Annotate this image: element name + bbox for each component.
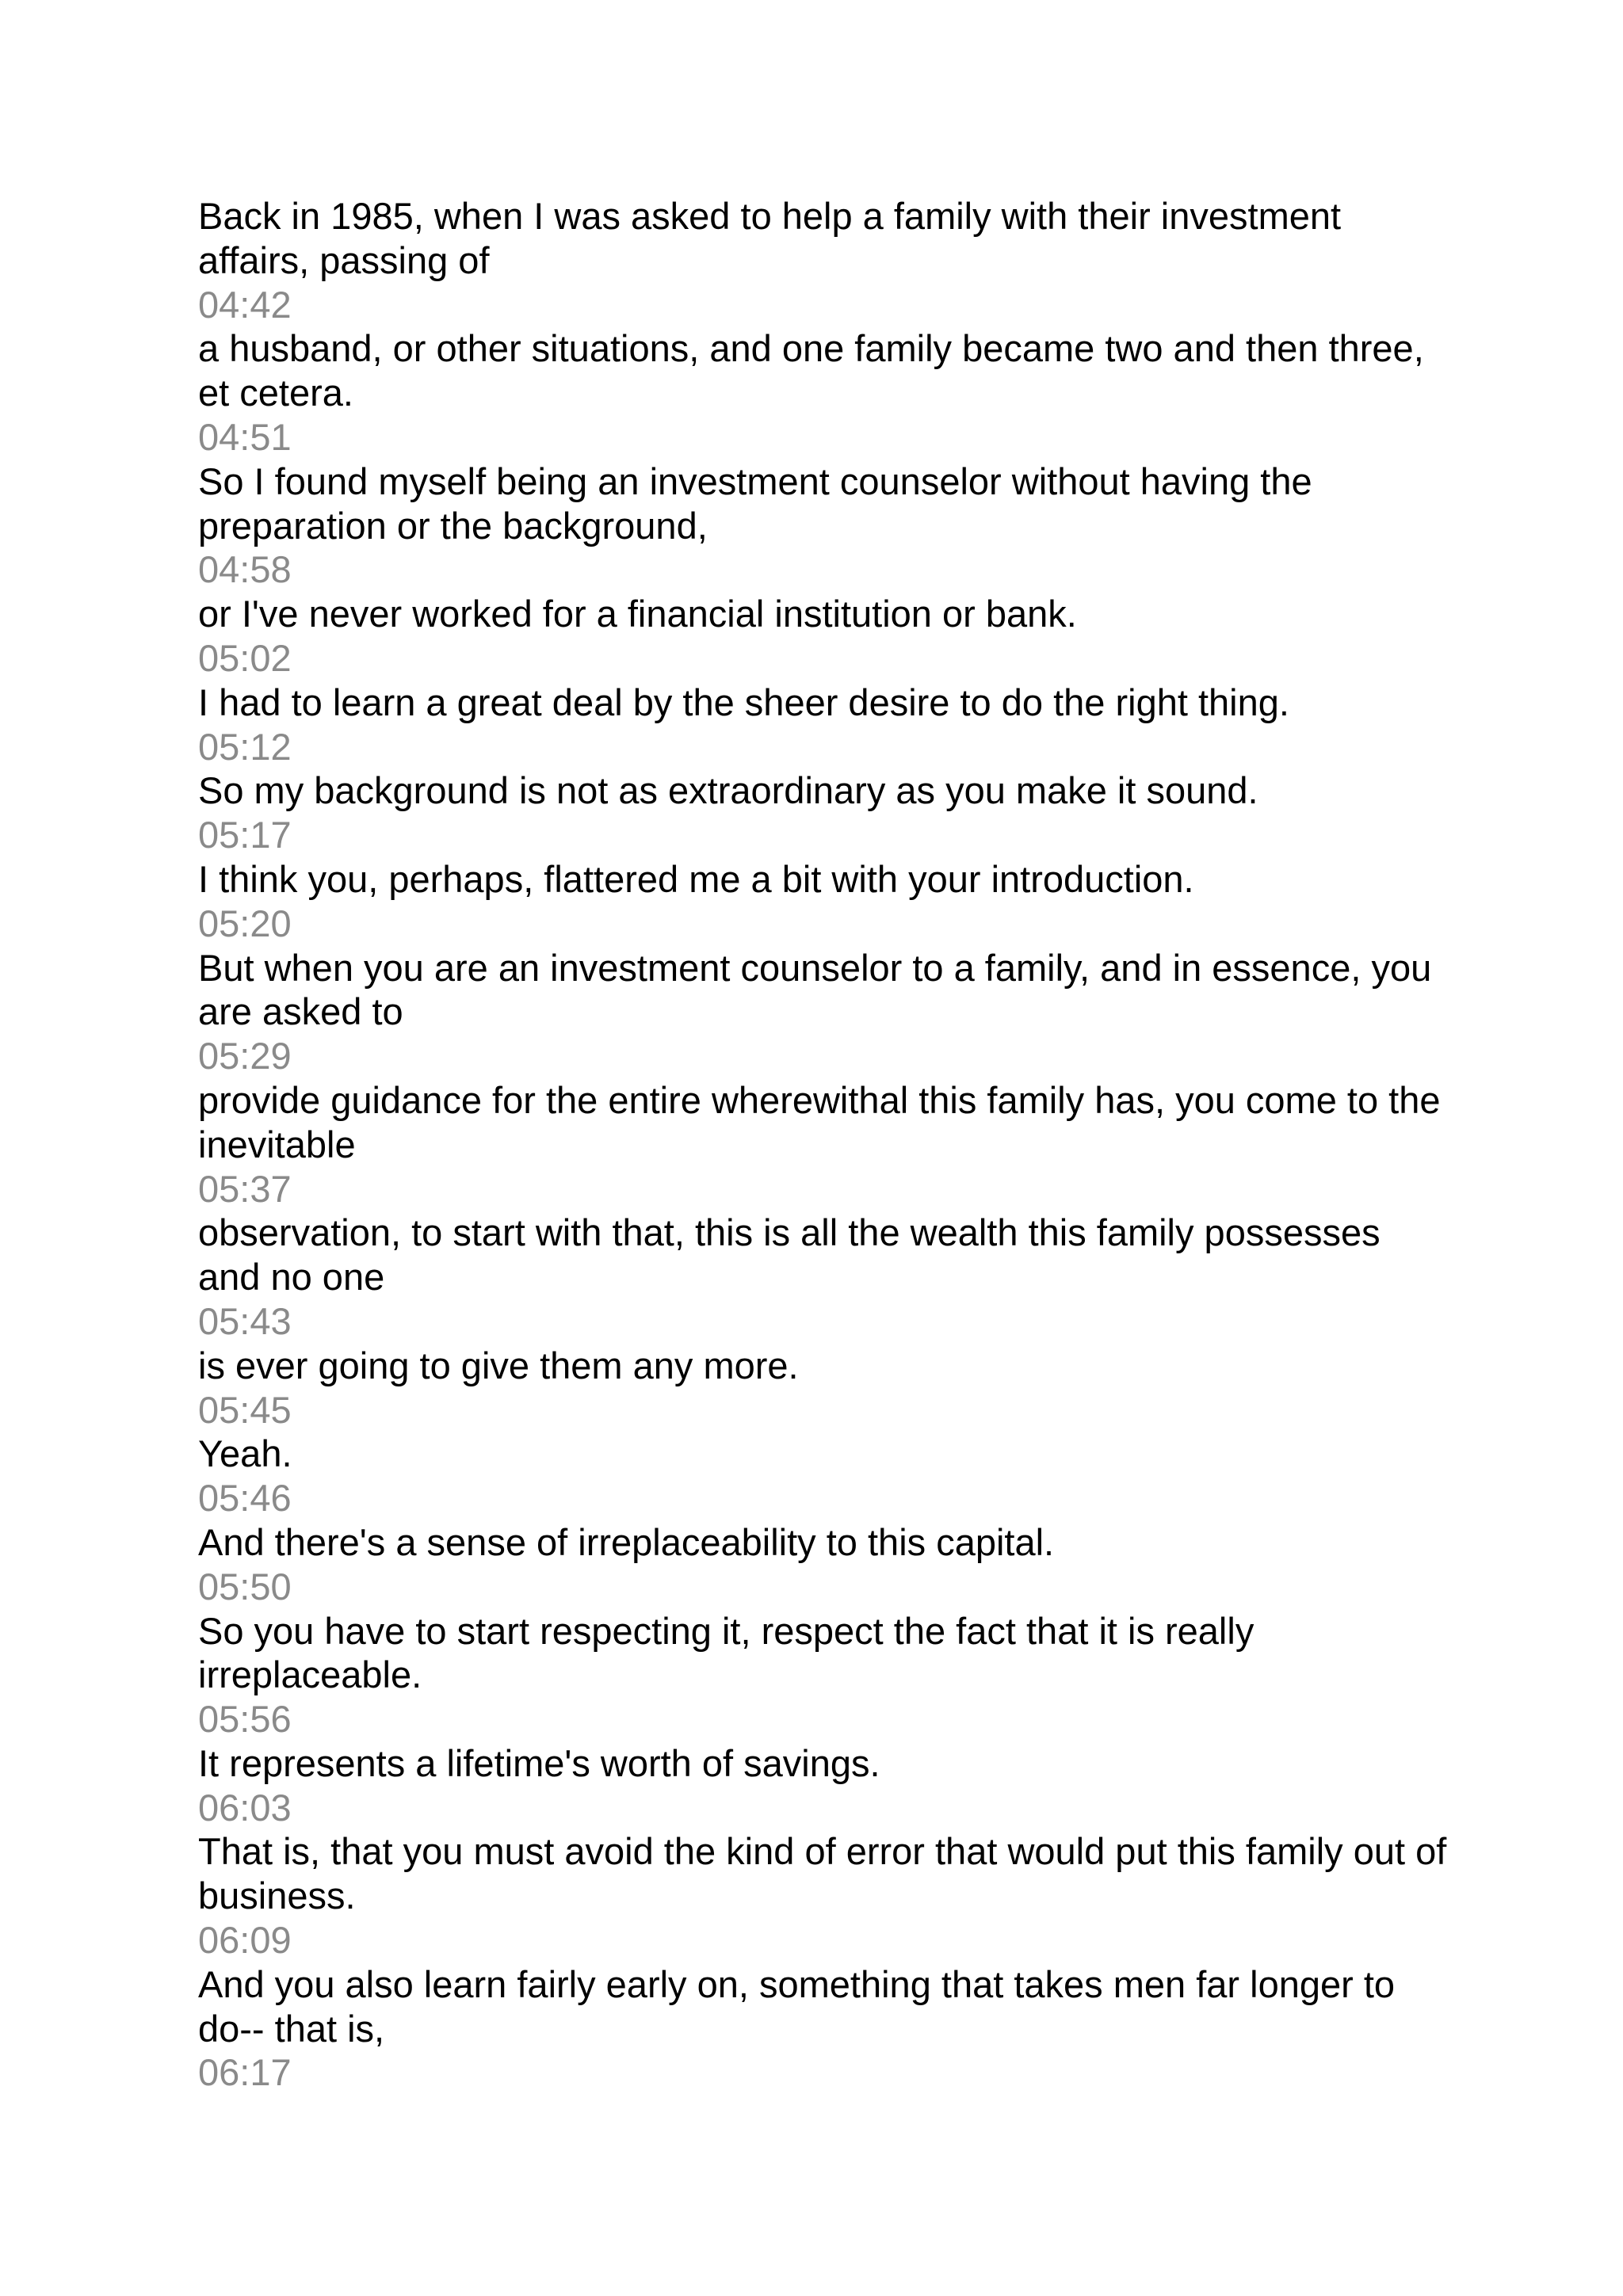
transcript-text: It represents a lifetime's worth of savings. <box>198 1741 880 1784</box>
transcript-text: I think you, perhaps, flattered me a bit with your introduction. <box>198 857 1194 900</box>
timestamp: 05:02 <box>198 636 292 679</box>
timestamp: 06:09 <box>198 1919 292 1962</box>
transcript-entry <box>198 1741 1450 1830</box>
transcript-entry <box>198 681 1450 769</box>
timestamp: 05:50 <box>198 1565 292 1608</box>
timestamp: 05:17 <box>198 814 292 856</box>
transcript-entry <box>198 1962 1450 2095</box>
transcript-text: So my background is not as extraordinary as you make it sound. <box>198 769 1258 812</box>
transcript-text: is ever going to give them any more. <box>198 1344 799 1386</box>
timestamp: 05:45 <box>198 1388 292 1431</box>
transcript-entry <box>198 592 1450 681</box>
transcript-entry <box>198 1211 1450 1343</box>
transcript-text: So I found myself being an investment counselor without having the preparation or the background, <box>198 460 1312 547</box>
transcript-text: But when you are an investment counselor to a family, and in essence, you are asked to <box>198 946 1432 1033</box>
transcript-entry <box>198 460 1450 592</box>
transcript-entry <box>198 1609 1450 1741</box>
timestamp: 05:56 <box>198 1698 292 1741</box>
timestamp: 05:20 <box>198 902 292 944</box>
transcript-entry <box>198 194 1450 326</box>
transcript-text: So you have to start respecting it, respect the fact that it is really irreplaceable. <box>198 1609 1254 1696</box>
transcript-text: And there's a sense of irreplaceability to this capital. <box>198 1520 1055 1563</box>
transcript-text: I had to learn a great deal by the sheer desire to do the right thing. <box>198 681 1289 723</box>
timestamp: 06:03 <box>198 1786 292 1829</box>
transcript-entry <box>198 1432 1450 1520</box>
transcript-entry <box>198 1344 1450 1432</box>
transcript-text: observation, to start with that, this is all the wealth this family possesses and no one <box>198 1211 1381 1299</box>
transcript-text: Back in 1985, when I was asked to help a family with their investment affairs, passing of <box>198 195 1342 281</box>
timestamp: 05:43 <box>198 1299 292 1342</box>
timestamp: 06:17 <box>198 2051 292 2094</box>
transcript-entry <box>198 769 1450 857</box>
transcript-text: a husband, or other situations, and one family became two and then three, et cetera. <box>198 327 1424 414</box>
transcript-text: or I've never worked for a financial institution or bank. <box>198 593 1077 635</box>
transcript-entry <box>198 326 1450 459</box>
transcript-text: Yeah. <box>198 1432 292 1475</box>
transcript-entry <box>198 857 1450 946</box>
transcript-entry <box>198 1829 1450 1962</box>
timestamp: 05:29 <box>198 1035 292 1077</box>
timestamp: 05:12 <box>198 725 292 768</box>
timestamp: 04:51 <box>198 415 292 458</box>
transcript-text: provide guidance for the entire wherewithal this family has, you come to the inevitable <box>198 1078 1441 1165</box>
timestamp: 05:46 <box>198 1477 292 1520</box>
transcript <box>198 194 1450 2095</box>
transcript-entry <box>198 946 1450 1078</box>
transcript-text: That is, that you must avoid the kind of error that would put this family out of business. <box>198 1830 1447 1917</box>
transcript-text: And you also learn fairly early on, something that takes men far longer to do-- that is, <box>198 1962 1396 2050</box>
timestamp: 04:58 <box>198 548 292 591</box>
transcript-entry <box>198 1078 1450 1211</box>
transcript-entry <box>198 1520 1450 1609</box>
timestamp: 04:42 <box>198 283 292 326</box>
timestamp: 05:37 <box>198 1167 292 1210</box>
